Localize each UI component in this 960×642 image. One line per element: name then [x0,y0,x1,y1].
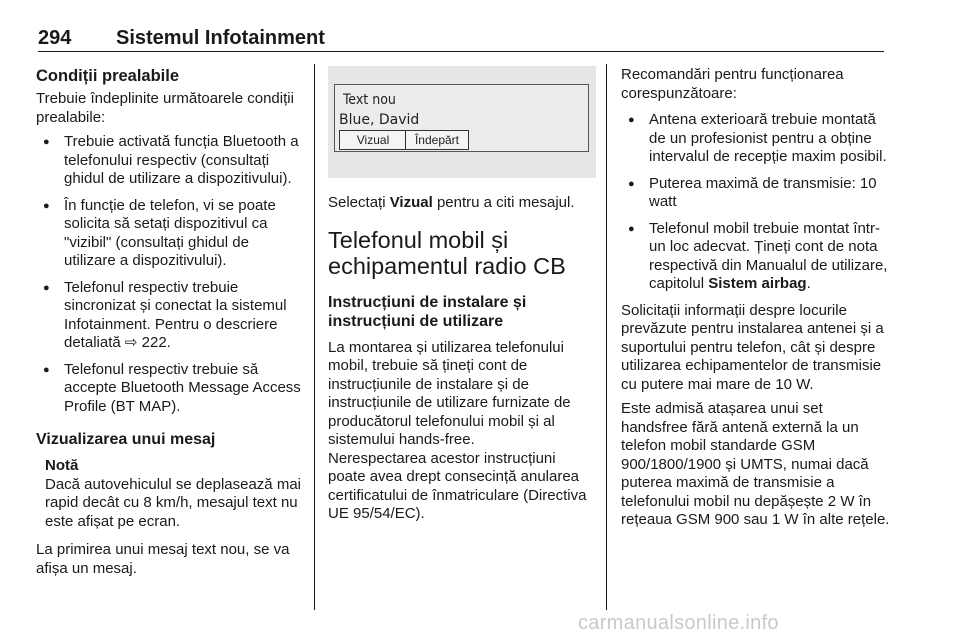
display-screenshot [328,66,596,178]
paragraph: Este admisă atașarea unui set handsfree fără antenă externă la un telefon mobil standarde GSM 900/1800/1900 și UMTS, numai dacă puterea maximă de transmisie a telefonului mobil nu depășește 2 W în rețeaua GSM 900 sau 1 W în alte rețele. [621,400,890,528]
select-text-end: pentru a citi mesajul. [432,194,575,211]
paragraph: La montarea și utilizarea telefonului mobil, trebuie să țineți cont de instrucțiunile de instalare și de instrucțiunile de utilizare furnizate de producătorul telefonului mobil și al sistemului hands-free. [328,338,571,448]
note-text: Dacă autovehiculul se deplasează mai rapid decât cu 8 km/h, mesajul text nu este afișat pe ecran. [45,475,301,530]
cross-reference-arrow-icon: ⇨ [124,334,138,351]
column-divider [606,64,607,610]
heading-view-message: Vizualizarea unui mesaj [36,431,216,448]
note-title: Notă [45,457,79,474]
column-middle [328,66,594,530]
cross-reference-link[interactable]: 222. [137,334,171,351]
column-right [621,66,891,536]
list-item: ● Telefonul respectiv trebuie să accepte Bluetooth Message Access Profile (BT MAP). [36,361,302,417]
list-item-text: Telefonul mobil trebuie montat într-un loc adecvat. Țineți cont de nota respectivă din Manualul de utilizare, capitolul [649,219,888,292]
conditions-intro: Trebuie îndeplinite următoarele condiții prealabile: [36,90,294,126]
heading-mobile-cb: Telefonul mobil și echipamentul radio CB [328,226,566,279]
paragraph: Solicitații informații despre locurile prevăzute pentru instalarea antenei și a suportului pentru telefon, cât și despre utilizarea echipamentelor de transmisie cu putere mai mare de 10 W. [621,301,884,393]
recommendations-list [621,111,891,294]
message-title: Text nou [343,92,396,108]
paragraph: La primirea unui mesaj text nou, se va afișa un mesaj. [36,541,290,577]
recommendations-intro: Recomandări pentru funcționarea corespunzătoare: [621,66,844,102]
view-button[interactable]: Vizual [339,130,407,150]
dismiss-button[interactable]: Îndepărt [405,130,469,150]
list-item [621,220,891,294]
watermark: carmanualsonline.info [578,612,779,634]
select-bold: Vizual [389,194,433,211]
paragraph: Nerespectarea acestor instrucțiuni poate avea drept consecință anularea certificatului de înmatriculare (Directiva UE 95/54/EC). [328,449,587,522]
subheading-instructions: Instrucțiuni de instalare și instrucțiuni de utilizare [328,293,527,330]
column-left [36,66,302,584]
list-item: ● Puterea maximă de transmisie: 10 watt [621,175,891,212]
list-item-end: . [806,275,811,292]
column-divider [314,64,315,610]
page-number: 294 [38,27,72,49]
section-title: Sistemul Infotainment [116,27,325,49]
list-item: ● Antena exterioară trebuie montată de un profesionist pentru a obține intervalul de recepție maxim posibil. [621,111,891,167]
heading-conditions: Condiții prealabile [36,67,180,85]
select-text: Selectați [328,194,390,211]
list-item [36,279,302,353]
airbag-reference: Sistem airbag [708,275,807,292]
list-item: ● Trebuie activată funcția Bluetooth a telefonului respectiv (consultați ghidul de utilizare a dispozitivului). [36,133,302,189]
page-header [38,27,884,52]
message-panel [334,84,589,152]
list-item: ● În funcție de telefon, vi se poate solicita să setați dispozitivul ca "vizibil" (consultați ghidul de utilizare a dispozitivului). [36,197,302,271]
list-item-text: Telefonul respectiv trebuie sincronizat și conectat la sistemul Infotainment. Pentru o descriere detaliată [64,278,287,351]
note-box [36,457,302,531]
select-instruction [328,194,594,213]
message-sender: Blue, David [339,112,420,128]
conditions-list [36,133,302,416]
